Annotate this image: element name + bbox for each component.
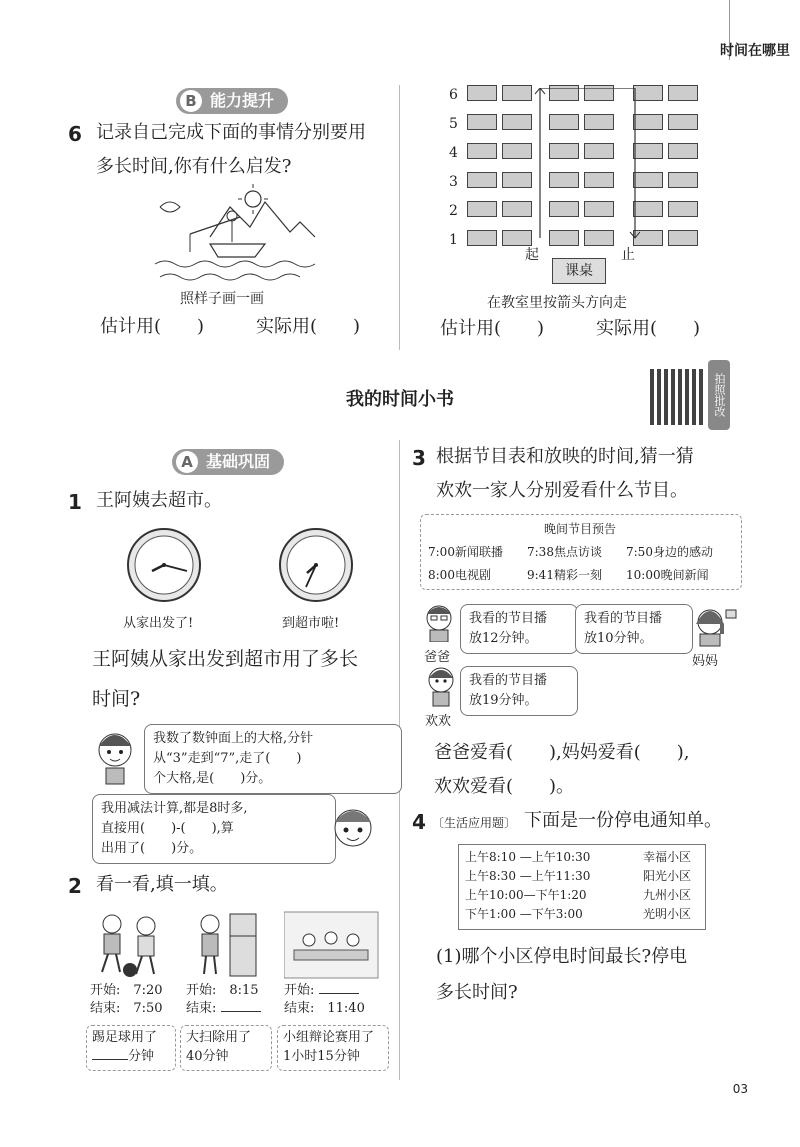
kid-avatar — [424, 664, 458, 708]
notice-place: 幸福小区 — [643, 850, 692, 864]
student-desk — [467, 230, 497, 246]
program: 7:50身边的感动 — [626, 545, 713, 559]
teacher-desk: 课桌 — [552, 258, 606, 284]
row-label: 1 — [449, 232, 458, 248]
row-label: 3 — [449, 174, 458, 190]
q4-sub1-line2: 多长时间? — [436, 982, 518, 1003]
pic1-end: 结束: 7:50 — [90, 1001, 163, 1016]
program: 7:38焦点访谈 — [527, 545, 602, 559]
box-2-line: 大扫除用了 — [186, 1030, 252, 1045]
mom-bubble — [575, 604, 693, 654]
debate-picture — [284, 910, 380, 980]
student-desk — [502, 85, 532, 101]
student-desk — [467, 85, 497, 101]
q2-text: 看一看,填一填。 — [96, 874, 228, 895]
q1-question-2: 时间? — [92, 688, 141, 710]
section-b-letter: B — [180, 90, 202, 112]
qr-tag: 拍照批改 — [708, 360, 730, 430]
q6-actual: 实际用( ) — [256, 316, 361, 337]
bubble-1-line: 我数了数钟面上的大格,分针 — [153, 731, 314, 746]
notice-time: 上午8:30 —上午11:30 — [465, 869, 591, 883]
pic3-end: 结束: 11:40 — [284, 1001, 365, 1016]
student-desk — [502, 143, 532, 159]
notice-places — [643, 848, 691, 924]
student-desk — [502, 172, 532, 188]
clock-right — [278, 527, 354, 603]
box-3-line: 小组辩论赛用了 — [283, 1030, 375, 1045]
q6-text-1: 记录自己完成下面的事情分别要用 — [96, 122, 366, 143]
notice-place: 九州小区 — [643, 888, 692, 902]
box-3-line: 1小时15分钟 — [283, 1049, 360, 1064]
q2-number: 2 — [68, 874, 82, 898]
q4-tag: 〔生活应用题〕 — [432, 816, 517, 830]
row-label: 5 — [449, 116, 458, 132]
dad-bubble-line: 我看的节目播 — [469, 611, 548, 626]
section-a-badge — [172, 449, 284, 475]
q6-number: 6 — [68, 122, 82, 146]
stop-label: 止 — [621, 247, 635, 263]
notice-time: 上午10:00—下午1:20 — [465, 888, 587, 902]
q3-number: 3 — [412, 446, 426, 470]
q1-question-1: 王阿姨从家出发到超市用了多长 — [92, 648, 359, 670]
q1-text: 王阿姨去超市。 — [96, 490, 222, 511]
kid-label: 欢欢 — [425, 714, 452, 729]
student-desk — [467, 172, 497, 188]
classroom-estimate: 估计用( ) — [440, 318, 545, 339]
q3-text-1: 根据节目表和放映的时间,猜一猜 — [436, 446, 694, 467]
notice-time: 下午1:00 —下午3:00 — [465, 907, 583, 921]
notice-place: 阳光小区 — [643, 869, 692, 883]
pic3-start: 开始: — [284, 983, 315, 998]
bubble-1-line: 个大格,是( )分。 — [153, 771, 272, 786]
bubble-2-line: 直接用( )-( ),算 — [101, 821, 234, 836]
q3-answer-1: 爸爸爱看( ),妈妈爱看( ), — [434, 742, 690, 763]
pic2-start: 开始: 8:15 — [186, 983, 259, 998]
cleaning-picture — [190, 910, 270, 980]
pic2-end: 结束: — [186, 1001, 217, 1016]
girl-avatar — [92, 726, 138, 786]
row-label: 6 — [449, 87, 458, 103]
bubble-1 — [144, 724, 402, 794]
bubble-2 — [92, 794, 336, 864]
section-b-label: 能力提升 — [210, 91, 275, 110]
row-labels — [449, 81, 458, 255]
student-desk — [668, 172, 698, 188]
student-desk — [467, 143, 497, 159]
q1-number: 1 — [68, 490, 82, 514]
classroom-caption: 在教室里按箭头方向走 — [487, 295, 627, 311]
box-3 — [277, 1025, 389, 1071]
box-2 — [180, 1025, 272, 1071]
pic2-times — [186, 982, 261, 1018]
clock-left-caption: 从家出发了! — [123, 616, 194, 631]
box-2-line: 40分钟 — [186, 1049, 229, 1064]
box-1 — [86, 1025, 176, 1071]
boy-avatar — [326, 800, 380, 858]
student-desk — [668, 230, 698, 246]
box-1-blank[interactable] — [92, 1059, 128, 1060]
clock-left — [126, 527, 202, 603]
program: 7:00新闻联播 — [428, 545, 503, 559]
q6-estimate: 估计用( ) — [100, 316, 205, 337]
mom-bubble-line: 我看的节目播 — [584, 611, 663, 626]
q4-text: 下面是一份停电通知单。 — [524, 810, 722, 831]
q4-number: 4 — [412, 810, 426, 834]
chapter-tab: 时间在哪里 — [720, 43, 790, 59]
mom-avatar — [690, 604, 738, 648]
student-desk — [668, 85, 698, 101]
notice-place: 光明小区 — [643, 907, 692, 921]
walking-path — [530, 88, 640, 248]
student-desk — [668, 143, 698, 159]
fishing-sketch — [150, 182, 320, 287]
section-b-badge — [176, 88, 288, 114]
page-number: 03 — [732, 1082, 748, 1096]
pic1-times — [90, 982, 163, 1018]
pic2-end-blank[interactable] — [221, 1011, 261, 1012]
row-label: 2 — [449, 203, 458, 219]
pic3-times — [284, 982, 365, 1018]
clock-right-caption: 到超市啦! — [282, 616, 340, 631]
bubble-2-line: 出用了( )分。 — [101, 841, 203, 856]
section-a-label: 基础巩固 — [206, 452, 271, 471]
page-title: 我的时间小书 — [346, 389, 454, 410]
kid-bubble — [460, 666, 578, 716]
dad-bubble-line: 放12分钟。 — [469, 631, 538, 646]
bubble-2-line: 我用减法计算,都是8时多, — [101, 801, 248, 816]
student-desk — [502, 201, 532, 217]
notice-time: 上午8:10 —上午10:30 — [465, 850, 591, 864]
soccer-picture — [90, 910, 170, 980]
mom-label: 妈妈 — [692, 654, 719, 669]
q6-text-2: 多长时间,你有什么启发? — [96, 156, 292, 177]
box-1-unit: 分钟 — [128, 1049, 155, 1064]
student-desk — [502, 114, 532, 130]
qr-code[interactable] — [650, 369, 706, 425]
q6-caption: 照样子画一画 — [180, 291, 264, 307]
program: 10:00晚间新闻 — [626, 568, 709, 582]
q3-text-2: 欢欢一家人分别爱看什么节目。 — [436, 480, 688, 501]
student-desk — [467, 201, 497, 217]
start-label: 起 — [525, 247, 539, 263]
dad-avatar — [422, 602, 456, 642]
mom-bubble-line: 放10分钟。 — [584, 631, 653, 646]
q3-answer-2: 欢欢爱看( )。 — [434, 776, 575, 797]
pic3-start-blank[interactable] — [319, 993, 359, 994]
row-label: 4 — [449, 145, 458, 161]
kid-bubble-line: 放19分钟。 — [469, 693, 538, 708]
kid-bubble-line: 我看的节目播 — [469, 673, 548, 688]
top-divider — [399, 85, 400, 350]
section-a-letter: A — [176, 451, 198, 473]
dad-label: 爸爸 — [424, 650, 451, 665]
q4-sub1-line1: (1)哪个小区停电时间最长?停电 — [436, 946, 688, 967]
bubble-1-line: 从“3”走到“7”,走了( ) — [153, 751, 302, 766]
student-desk — [668, 201, 698, 217]
box-1-line: 踢足球用了 — [92, 1030, 158, 1045]
classroom-actual: 实际用( ) — [596, 318, 701, 339]
pic1-start: 开始: 7:20 — [90, 983, 163, 998]
schedule-title: 晚间节目预告 — [543, 522, 616, 536]
student-desk — [467, 114, 497, 130]
dad-bubble — [460, 604, 578, 654]
notice-times — [465, 848, 590, 924]
program: 9:41精彩一刻 — [527, 568, 602, 582]
student-desk — [668, 114, 698, 130]
program: 8:00电视剧 — [428, 568, 491, 582]
